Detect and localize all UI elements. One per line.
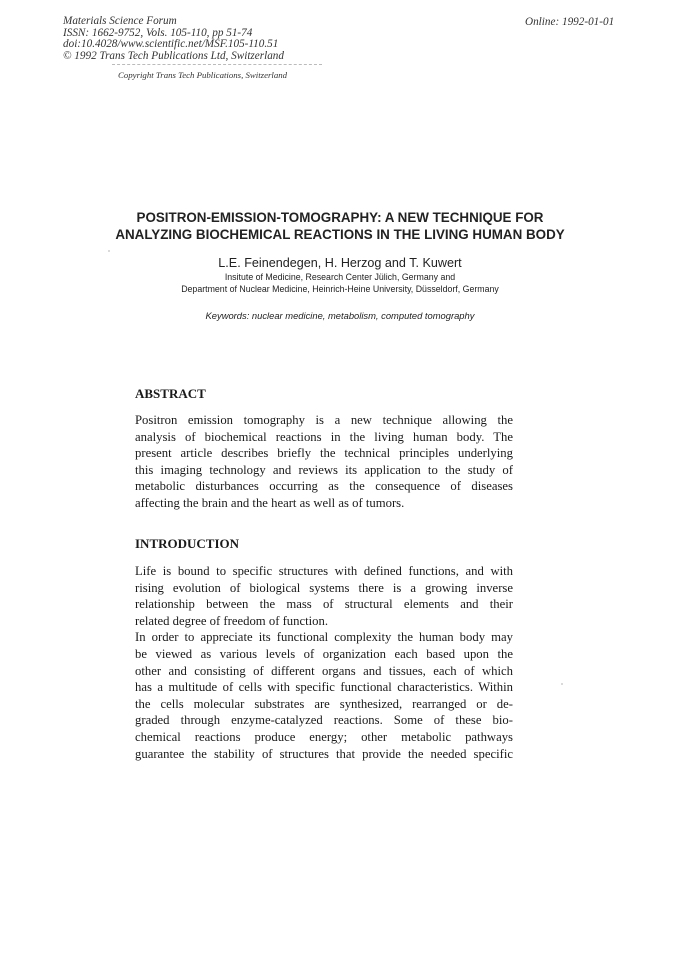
copyright-line: Copyright Trans Tech Publications, Switzerland [118,70,288,80]
doi-line: doi:10.4028/www.scientific.net/MSF.105-110.51 [63,38,279,51]
publisher-line: © 1992 Trans Tech Publications Ltd, Switzerland [63,49,284,62]
intro-line: In order to appreciate its functional complexity the human body may [135,630,513,645]
intro-line: relationship between the mass of structural elements and their [135,597,513,612]
abstract-line: affecting the brain and the heart as well as of tumors. [135,495,405,510]
abstract-line: present article describes briefly the technical principles underlying [135,446,513,461]
journal-name: Materials Science Forum [63,15,177,27]
intro-line: related degree of freedom of function. [135,613,329,628]
keywords: Keywords: nuclear medicine, metabolism, computed tomography [205,310,475,321]
issn-line: ISSN: 1662-9752, Vols. 105-110, pp 51-74 [63,26,253,39]
paper-title [60,209,620,243]
title-line-1: POSITRON-EMISSION-TOMOGRAPHY: A NEW TECHNIQUE FOR [136,210,544,225]
scan-speck [561,683,563,685]
scan-artifact-line [112,64,322,65]
intro-line: graded through enzyme-catalyzed reactions. Some of these bio- [135,713,513,728]
online-date: Online: 1992-01-01 [525,16,615,28]
abstract-body [135,412,513,512]
intro-line: be viewed as various levels of organization each based upon the [135,646,513,661]
authors: L.E. Feinendegen, H. Herzog and T. Kuwert [218,256,462,270]
intro-line: guarantee the stability of structures that provide the needed specific [135,746,513,761]
intro-line: rising evolution of biological systems there is a growing inverse [135,580,513,595]
intro-line: the cells molecular substrates are synthesized, rearranged or de- [135,696,513,711]
abstract-line: analysis of biochemical reactions in the living human body. The [135,429,513,444]
intro-line: has a multitude of cells with specific functional characteristics. Within [135,680,513,695]
intro-line: other and consisting of different organs and tissues, each of which [135,663,513,678]
introduction-heading: INTRODUCTION [135,536,240,551]
abstract-line: this imaging technology and reviews its application to the study of [135,462,513,477]
affiliation-2: Department of Nuclear Medicine, Heinrich-Heine University, Düsseldorf, Germany [181,284,499,294]
intro-line: chemical reactions produce energy; other metabolic pathways [135,729,513,744]
title-line-2: ANALYZING BIOCHEMICAL REACTIONS IN THE LIVING HUMAN BODY [115,227,565,242]
scan-speck [108,250,110,252]
abstract-line: metabolic disturbances occurring as the consequence of diseases [135,479,513,494]
abstract-heading: ABSTRACT [135,386,206,401]
intro-line: Life is bound to specific structures with defined functions, and with [135,564,513,578]
introduction-body [135,563,513,762]
journal-header [63,16,284,62]
affiliation-1: Insitute of Medicine, Research Center Jülich, Germany and [224,272,456,282]
abstract-line: Positron emission tomography is a new technique allowing the [135,413,513,427]
